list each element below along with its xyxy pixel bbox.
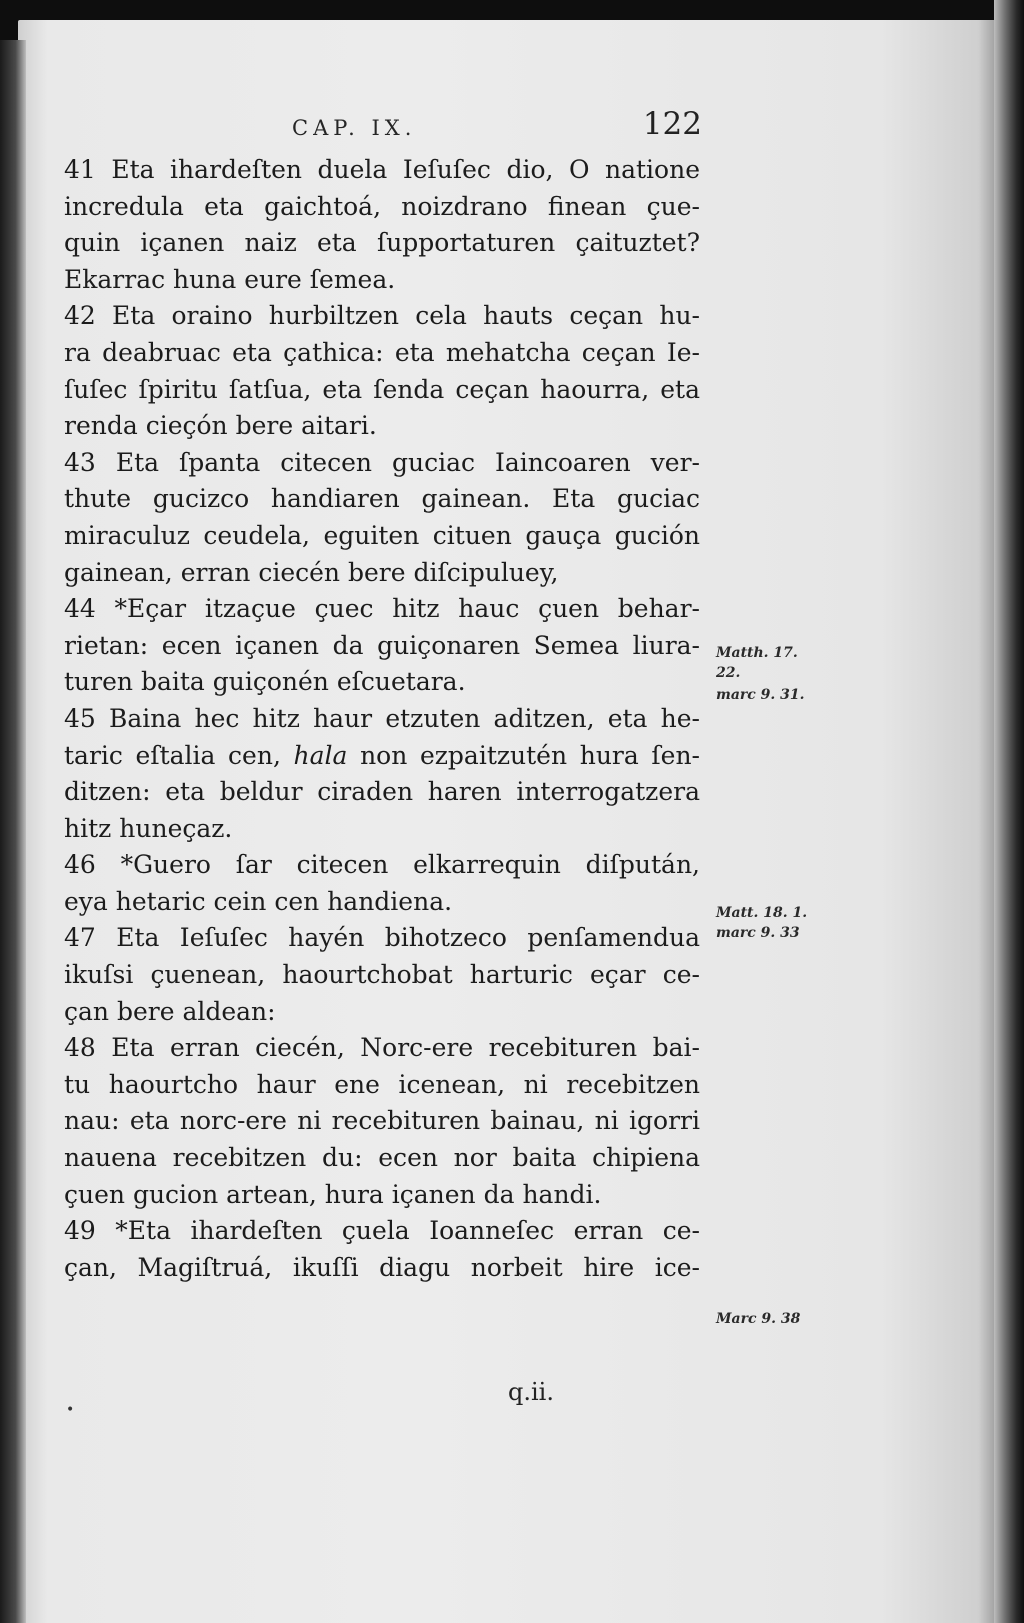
verse-41 — [64, 152, 700, 298]
stray-mark: • — [66, 1402, 75, 1418]
text-line: gainean, erran ciecén bere diſcipuluey, — [64, 557, 559, 587]
margin-note: Matt. 18. 1. — [716, 905, 808, 921]
margin-note: marc 9. 33 — [716, 925, 800, 941]
text-line: eya hetaric cein cen handiena. — [64, 886, 453, 916]
page-edge — [994, 0, 1024, 1623]
text-line: çan, Magiſtruá, ikuſſi diagu norbeit hire ice- — [64, 1252, 700, 1282]
text-line: Ekarrac huna eure ſemea. — [64, 264, 396, 294]
book-spine — [0, 40, 26, 1623]
verse-42 — [64, 298, 700, 444]
verse-45 — [64, 701, 700, 847]
margin-note: Matth. 17. — [716, 645, 798, 661]
text-line: hitz huneçaz. — [64, 813, 233, 843]
text-line: 44 *Eçar itzaçue çuec hitz hauc çuen behar- — [64, 594, 700, 624]
text-line: tu haourtcho haur ene icenean, ni recebitzen — [64, 1069, 700, 1099]
italic-word: hala — [293, 740, 348, 770]
text-line: incredula eta gaichtoá, noizdrano finean çue- — [64, 191, 700, 221]
text-line: rietan: ecen içanen da guiçonaren Semea liura- — [64, 630, 700, 660]
text-line: ra deabruac eta çathica: eta mehatcha ceçan Ie- — [64, 337, 700, 367]
text-line: nau: eta norc-ere ni recebituren bainau, ni igorri — [64, 1106, 700, 1136]
margin-note: 22. — [716, 665, 741, 681]
text-line: 48 Eta erran ciecén, Norc-ere recebituren bai- — [64, 1033, 700, 1063]
text-line: ditzen: eta beldur ciraden haren interrogatzera — [64, 777, 700, 807]
verse-44 — [64, 591, 700, 701]
text-line: 43 Eta ſpanta citecen guciac Iaincoaren ver- — [64, 447, 700, 477]
margin-note: marc 9. 31. — [716, 687, 805, 703]
text-line: 45 Baina hec hitz haur etzuten aditzen, eta he- — [64, 703, 700, 733]
text-line: nauena recebitzen du: ecen nor baita chipiena — [64, 1143, 700, 1173]
text-line: çan bere aldean: — [64, 996, 276, 1026]
text-line: 47 Eta Ieſuſec hayén bihotzeco penſamendua — [64, 923, 700, 953]
text-line: turen baita guiçonén eſcuetara. — [64, 667, 466, 697]
verse-47 — [64, 920, 700, 1030]
text-line: ſuſec ſpiritu ſatſua, eta ſenda ceçan haourra, eta — [64, 374, 700, 404]
page-header — [60, 104, 710, 144]
text-line: miraculuz ceudela, eguiten cituen gauça gución — [64, 520, 700, 550]
text-line italic-hala: taric eſtalia cen, hala non ezpaitzutén hura ſen- — [64, 740, 700, 770]
verse-49 — [64, 1213, 700, 1286]
text-line: renda cieçón bere aitari. — [64, 411, 377, 441]
text-line: thute gucizco handiaren gainean. Eta guciac — [64, 484, 700, 514]
running-head: CAP. IX. — [292, 116, 417, 140]
body-text — [64, 152, 700, 1286]
text-line: çuen gucion artean, hura içanen da handi. — [64, 1179, 602, 1209]
page-number: 122 — [642, 106, 702, 142]
signature-mark: q.ii. — [508, 1378, 554, 1406]
margin-note: Marc 9. 38 — [716, 1311, 801, 1327]
text-line: 49 *Eta ihardeſten çuela Ioanneſec erran ce- — [64, 1216, 700, 1246]
text-line: ikuſsi çuenean, haourtchobat harturic eçar ce- — [64, 960, 700, 990]
text-line: 41 Eta ihardeſten duela Ieſuſec dio, O natione — [64, 155, 700, 184]
verse-46 — [64, 847, 700, 920]
text-line: 46 *Guero ſar citecen elkarrequin diſpután, — [64, 850, 700, 880]
text-line: quin içanen naiz eta ſupportaturen çaituztet? — [64, 228, 700, 258]
verse-43 — [64, 445, 700, 591]
text-line: 42 Eta oraino hurbiltzen cela hauts ceçan hu- — [64, 301, 700, 331]
verse-48 — [64, 1030, 700, 1213]
